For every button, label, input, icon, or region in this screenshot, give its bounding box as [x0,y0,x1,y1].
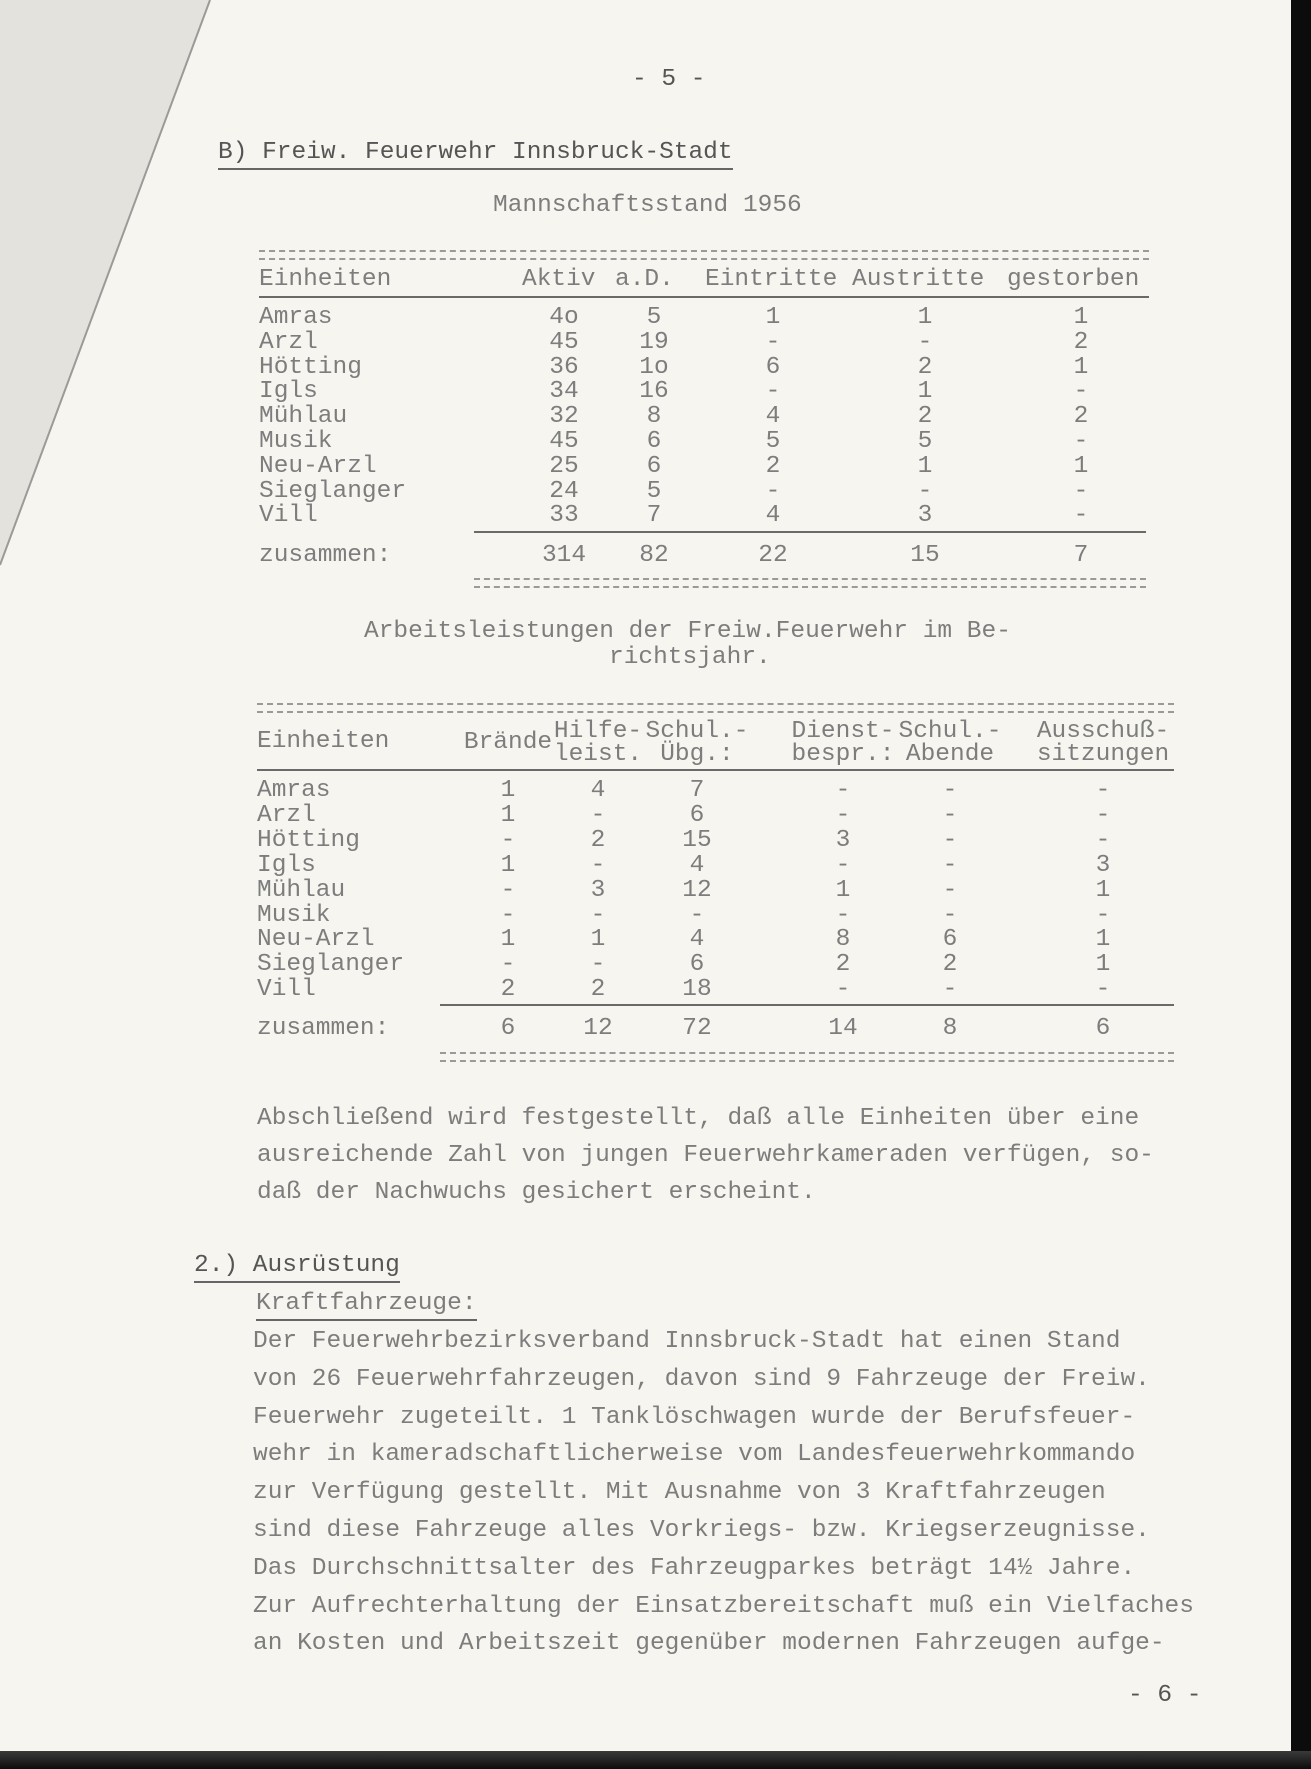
table2-title-line2: richtsjahr. [609,644,771,671]
total-cell: 7 [1073,542,1089,569]
table-cell: 1 [917,452,933,480]
total-label: zusammen: [257,1015,390,1042]
unit-name: Mühlau [259,403,348,431]
table-cell: - [942,876,958,904]
table-cell: 45 [549,328,579,356]
table-cell: 2 [917,353,933,381]
table-cell: - [835,901,851,929]
text-line: Feuerwehr zugeteilt. 1 Tanklöschwagen wurde der Berufsfeuer- [253,1403,1136,1431]
header-rule [259,296,1149,298]
table-cell: 1 [500,851,516,879]
unit-name: Arzl [257,801,316,829]
table-cell: 1 [500,801,516,829]
table-cell: 4 [590,777,606,804]
table-cell: 7 [646,502,662,530]
column-header: bespr.: [791,741,895,768]
text-line: sind diese Fahrzeuge alles Vorkriegs- bzw. Kriegserzeugnisse. [253,1517,1150,1544]
unit-name: Vill [259,502,318,530]
text-line: wehr in kameradschaftlicherweise vom Landesfeuerwehrkommando [253,1441,1136,1469]
table-cell: 16 [639,378,669,406]
column-header: sitzungen [1036,741,1170,768]
table-cell: 34 [549,378,579,406]
table-cell: 8 [646,403,662,431]
table-cell: 5 [917,428,933,455]
table-cell: 25 [549,452,579,480]
table-cell: - [765,477,781,505]
next-page-marker: - 6 - [1128,1682,1202,1709]
column-header: Aktiv [522,266,596,293]
section-b-title: B) Freiw. Feuerwehr Innsbruck-Stadt [218,141,733,170]
table-cell: 8 [835,926,851,954]
table-cell: 6 [646,428,662,455]
unit-name: Vill [257,976,316,1004]
text-line: Der Feuerwehrbezirksverband Innsbruck-Stadt hat einen Stand [253,1328,1121,1355]
table-cell: 1 [1095,926,1111,954]
total-cell: 314 [541,542,587,569]
table-cell: - [942,851,958,879]
column-header: Austritte [852,266,985,293]
column-header: gestorben [1007,266,1140,293]
table-cell: 18 [682,976,712,1004]
folded-page-edge [0,0,260,600]
table-cell: 2 [835,951,851,979]
table-cell: - [942,901,958,929]
unit-name: Musik [257,901,331,929]
total-cell: 82 [639,542,669,569]
table-cell: 7 [689,777,705,804]
table-cell: 1 [1073,452,1089,480]
table-cell: 1 [917,304,933,331]
text-line: ausreichende Zahl von jungen Feuerwehrkameraden verfügen, so- [257,1142,1154,1169]
table-cell: 2 [1073,328,1089,356]
column-header: Übg.: [660,741,734,768]
table-cell: - [1073,428,1089,455]
table-cell: 1 [590,926,606,954]
column-header: Abende [905,741,995,768]
table-cell: - [942,801,958,829]
table-cell: - [590,801,606,829]
column-header: Brände [463,729,553,756]
table-cell: 1 [500,777,516,804]
table-cell: - [1095,801,1111,829]
table-cell: 2 [765,452,781,480]
scan-edge-bottom [0,1751,1311,1769]
double-dash-rule [440,1052,1174,1062]
header-rule [257,769,1174,771]
table-cell: - [917,328,933,356]
table-cell: - [500,951,516,979]
total-rule [440,1004,1174,1006]
table-cell: 6 [646,452,662,480]
table-cell: - [689,901,705,929]
unit-name: Musik [259,428,333,455]
table-cell: 4 [689,851,705,879]
table-cell: 3 [917,502,933,530]
text-line: Abschließend wird festgestellt, daß alle Einheiten über eine [257,1105,1140,1132]
table2-title-line1: Arbeitsleistungen der Freiw.Feuerwehr im Be- [364,618,1011,645]
table-cell: - [835,801,851,829]
table-cell: - [1073,378,1089,406]
scan-edge-right [1291,0,1311,1769]
table-cell: - [835,851,851,879]
double-dash-rule [474,578,1146,588]
table-cell: 32 [549,403,579,431]
table-cell: 3 [590,876,606,904]
column-header: Eintritte [705,266,838,293]
double-dash-rule [257,703,1174,713]
double-dash-rule [259,250,1149,260]
unit-name: Hötting [259,353,362,381]
table-cell: - [917,477,933,505]
total-cell: 8 [942,1015,958,1042]
table-cell: 1 [835,876,851,904]
column-header: leist. [553,741,643,768]
table-cell: - [835,976,851,1004]
table-cell: - [765,378,781,406]
unit-name: Amras [259,304,333,331]
table-cell: 3 [1095,851,1111,879]
table-cell: 1o [639,353,669,381]
table-cell: - [765,328,781,356]
table-cell: 6 [689,801,705,829]
table-cell: 2 [1073,403,1089,431]
table-cell: - [942,777,958,804]
table-cell: - [942,826,958,854]
table-cell: 24 [549,477,579,505]
text-line: Zur Aufrechterhaltung der Einsatzbereitschaft muß ein Vielfaches [253,1592,1194,1620]
text-line: zur Verfügung gestellt. Mit Ausnahme von 3 Kraftfahrzeugen [253,1479,1106,1507]
table-cell: 1 [1073,353,1089,381]
table-cell: - [1095,976,1111,1004]
column-header: Ausschuß- [1036,718,1170,745]
table-cell: 15 [682,826,712,854]
table-cell: 2 [590,976,606,1004]
table-cell: 19 [639,328,669,356]
text-line: von 26 Feuerwehrfahrzeugen, davon sind 9 Fahrzeuge der Freiw. [253,1365,1150,1393]
table-cell: 1 [1095,876,1111,904]
table-cell: 2 [500,976,516,1004]
page-number: - 5 - [632,66,706,93]
table-cell: 1 [500,926,516,954]
table-cell: - [500,876,516,904]
table-cell: 5 [646,304,662,331]
table-cell: 2 [917,403,933,431]
column-header: Einheiten [257,728,390,755]
table-cell: 1 [1073,304,1089,331]
table-cell: - [942,976,958,1004]
unit-name: Sieglanger [257,951,405,979]
column-header: Dienst- [791,718,895,745]
table-cell: 6 [765,353,781,381]
unit-name: Sieglanger [259,477,407,505]
table-cell: - [590,851,606,879]
table-cell: - [835,777,851,804]
table-cell: 3 [835,826,851,854]
table1-title: Mannschaftsstand 1956 [493,192,802,219]
total-rule [474,531,1146,533]
table-cell: - [500,901,516,929]
total-cell: 6 [500,1015,516,1042]
table-cell: 4 [765,502,781,530]
table-cell: 4 [765,403,781,431]
unit-name: Mühlau [257,876,346,904]
table-cell: - [500,826,516,854]
column-header: Schul.- [645,718,749,745]
table-cell: 33 [549,502,579,530]
table-cell: 12 [682,876,712,904]
text-line: daß der Nachwuchs gesichert erscheint. [257,1179,816,1206]
unit-name: Igls [257,851,316,879]
unit-name: Neu-Arzl [257,926,375,954]
column-header: Schul.- [898,718,1002,745]
table-cell: 4o [549,304,579,331]
table-cell: 5 [646,477,662,505]
text-line: Das Durchschnittsalter des Fahrzeugparkes beträgt 14½ Jahre. [253,1554,1136,1582]
table-cell: 6 [942,926,958,954]
unit-name: Neu-Arzl [259,452,377,480]
column-header: a.D. [615,266,674,293]
table-cell: - [1073,477,1089,505]
table-cell: 1 [917,378,933,406]
total-cell: 14 [828,1015,858,1042]
column-header: Hilfe- [553,718,643,745]
unit-name: Igls [259,378,318,406]
table-cell: 1 [1095,951,1111,979]
table-cell: - [1095,777,1111,804]
section2-heading: 2.) Ausrüstung [194,1254,400,1283]
total-cell: 72 [682,1015,712,1042]
subheading-vehicles: Kraftfahrzeuge: [256,1292,477,1321]
table-cell: 5 [765,428,781,455]
table-cell: 2 [942,951,958,979]
table-cell: - [590,901,606,929]
total-cell: 15 [910,542,940,569]
table-cell: - [1095,826,1111,854]
table-cell: 2 [590,826,606,854]
table-cell: 45 [549,428,579,455]
table-cell: 36 [549,353,579,381]
total-label: zusammen: [259,542,392,569]
total-cell: 6 [1095,1015,1111,1042]
table-cell: - [1073,502,1089,530]
unit-name: Amras [257,777,331,804]
column-header: Einheiten [259,266,392,293]
total-cell: 12 [583,1015,613,1042]
total-cell: 22 [758,542,788,569]
text-line: an Kosten und Arbeitszeit gegenüber modernen Fahrzeugen aufge- [253,1630,1165,1658]
table-cell: 4 [689,926,705,954]
unit-name: Arzl [259,328,318,356]
table-cell: 1 [765,304,781,331]
unit-name: Hötting [257,826,360,854]
table-cell: 6 [689,951,705,979]
table-cell: - [590,951,606,979]
table-cell: - [1095,901,1111,929]
